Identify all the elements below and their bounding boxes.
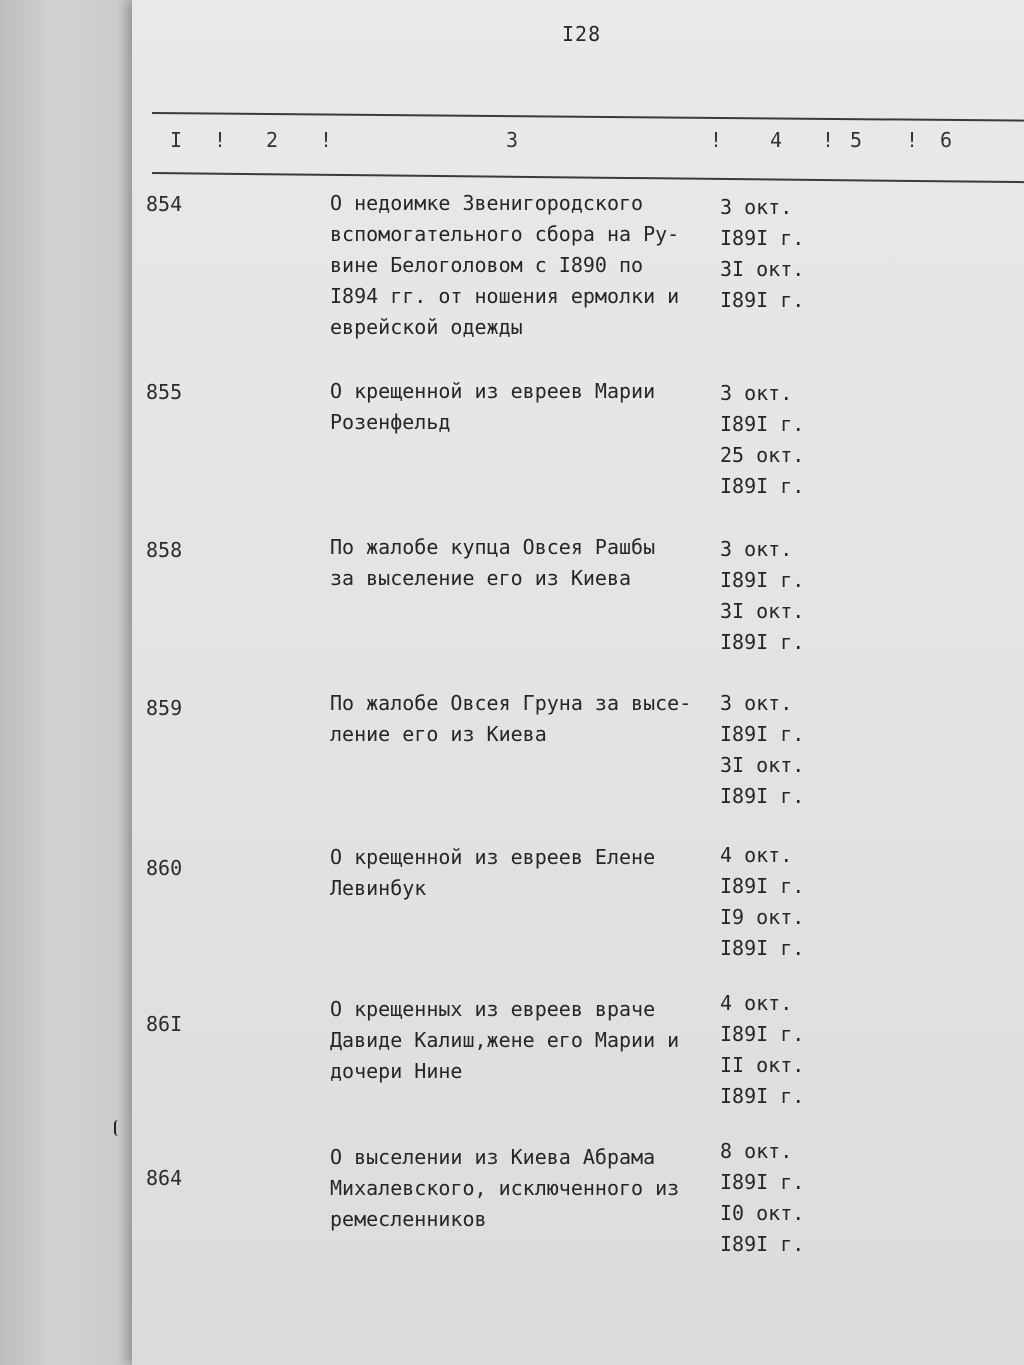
entry-dates (720, 378, 804, 502)
date-line: I89I г. (720, 1022, 805, 1046)
entry-description (330, 1142, 720, 1235)
date-line: I89I г. (720, 1170, 805, 1194)
header-rule-top (152, 112, 1024, 122)
date-line: I89I г. (720, 1232, 805, 1256)
date-line: 25 окт. (720, 443, 805, 467)
entry-number: 854 (146, 192, 183, 216)
column-separator: ! (906, 128, 919, 152)
date-line: I89I г. (720, 936, 805, 960)
description-line: Розенфельд (330, 410, 451, 434)
description-line: за выселение его из Киева (330, 566, 632, 590)
date-line: I89I г. (720, 784, 805, 808)
description-line: вине Белоголовом с I890 по (330, 253, 644, 277)
entry-description (330, 376, 720, 438)
entry-number: 855 (146, 380, 183, 404)
date-line: 3 окт. (720, 195, 793, 219)
column-header-6: 6 (940, 128, 953, 152)
date-line: 3I окт. (720, 599, 805, 623)
entry-number: 860 (146, 856, 183, 880)
date-line: I9 окт. (720, 905, 805, 929)
description-line: ремесленников (330, 1207, 487, 1231)
entry-dates (720, 840, 804, 964)
description-line: ление его из Киева (330, 722, 547, 746)
entry-dates (720, 688, 804, 812)
entry-description (330, 532, 720, 594)
description-line: дочери Нине (330, 1059, 463, 1083)
description-line: вспомогательного сбора на Ру- (330, 222, 680, 246)
column-header-2: 2 (266, 128, 279, 152)
date-line: I89I г. (720, 1084, 805, 1108)
description-line: О выселении из Киева Абрама (330, 1145, 656, 1169)
description-line: По жалобе Овсея Груна за высе- (330, 691, 692, 715)
column-header-3: 3 (506, 128, 519, 152)
description-line: Левинбук (330, 876, 427, 900)
date-line: 3I окт. (720, 257, 805, 281)
date-line: I89I г. (720, 874, 805, 898)
date-line: I89I г. (720, 288, 805, 312)
date-line: 8 окт. (720, 1139, 793, 1163)
description-line: Давиде Калиш,жене его Марии и (330, 1028, 680, 1052)
column-header-4: 4 (770, 128, 783, 152)
date-line: 4 окт. (720, 843, 793, 867)
description-line: О крещенных из евреев враче (330, 997, 656, 1021)
binding-mark (114, 1120, 122, 1136)
date-line: 3 окт. (720, 691, 793, 715)
description-line: еврейской одежды (330, 315, 523, 339)
date-line: 3I окт. (720, 753, 805, 777)
column-separator: ! (710, 128, 723, 152)
date-line: 4 окт. (720, 991, 793, 1015)
description-line: О крещенной из евреев Елене (330, 845, 656, 869)
date-line: I0 окт. (720, 1201, 805, 1225)
entry-dates (720, 534, 804, 658)
entry-number: 859 (146, 696, 183, 720)
entry-description (330, 994, 720, 1087)
entry-description (330, 688, 720, 750)
entry-description (330, 188, 720, 343)
description-line: По жалобе купца Овсея Рашбы (330, 535, 656, 559)
document-page (132, 0, 1024, 1365)
description-line: Михалевского, исключенного из (330, 1176, 680, 1200)
entry-dates (720, 192, 804, 316)
column-separator: ! (822, 128, 835, 152)
entry-number: 864 (146, 1166, 183, 1190)
entry-number: 858 (146, 538, 183, 562)
date-line: I89I г. (720, 568, 805, 592)
entry-number: 86I (146, 1012, 183, 1036)
column-header-5: 5 (850, 128, 863, 152)
page-number: I28 (562, 22, 602, 46)
column-separator: ! (320, 128, 333, 152)
entry-dates (720, 1136, 804, 1260)
header-rule-bottom (152, 172, 1024, 183)
underlying-page (0, 0, 140, 1365)
date-line: 3 окт. (720, 381, 793, 405)
column-separator: ! (214, 128, 227, 152)
description-line: О крещенной из евреев Марии (330, 379, 656, 403)
description-line: О недоимке Звенигородского (330, 191, 644, 215)
entry-description (330, 842, 720, 904)
date-line: I89I г. (720, 722, 805, 746)
date-line: 3 окт. (720, 537, 793, 561)
date-line: I89I г. (720, 226, 805, 250)
date-line: I89I г. (720, 474, 805, 498)
date-line: I89I г. (720, 630, 805, 654)
date-line: I89I г. (720, 412, 805, 436)
date-line: II окт. (720, 1053, 805, 1077)
entry-dates (720, 988, 804, 1112)
description-line: I894 гг. от ношения ермолки и (330, 284, 680, 308)
column-header-1: I (170, 128, 183, 152)
